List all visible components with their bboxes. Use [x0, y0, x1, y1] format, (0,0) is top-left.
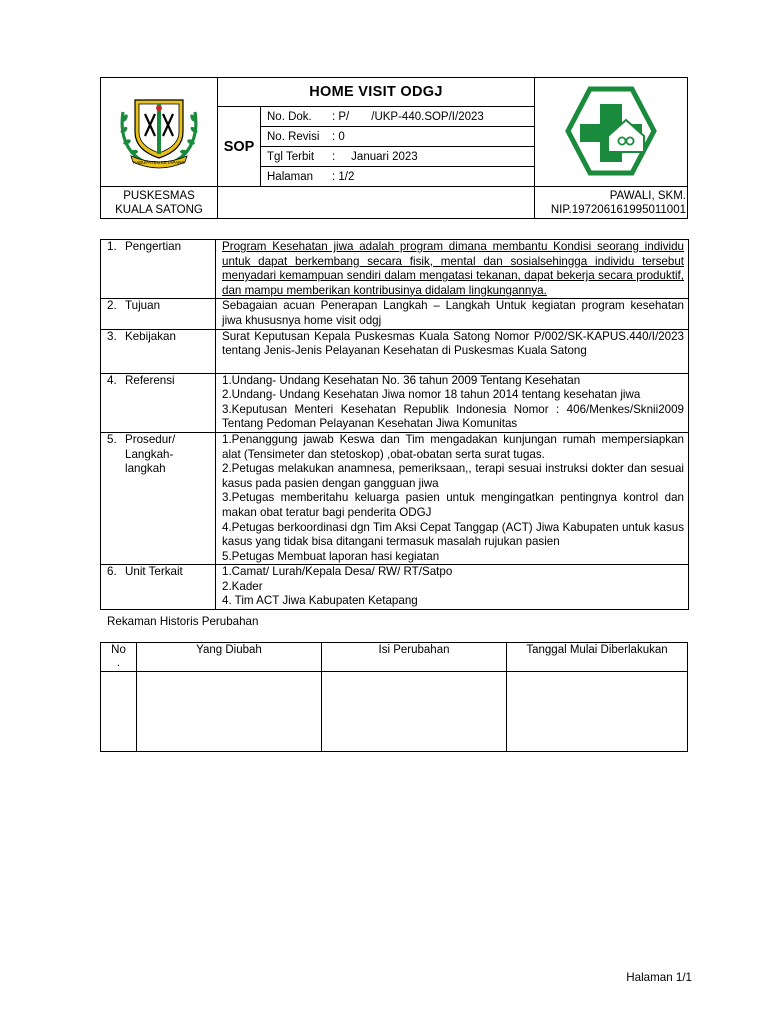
no-dok-value: : P/: [332, 110, 350, 123]
section-row-prosedur: [101, 432, 689, 564]
list-item: 3.Keputusan Menteri Kesehatan Republik Indonesia Nomor : 406/Menkes/Sknii2009 Tentang Pedoman Pelayanan Kesehatan Jiwa Komunitas: [222, 402, 684, 431]
sop-header-table: [100, 77, 688, 219]
list-item: 2.Undang- Undang Kesehatan Jiwa nomor 18 tahun 2014 tentang kesehatan jiwa: [222, 388, 641, 402]
section-label: 6. Unit Terkait: [101, 565, 216, 610]
halaman-value: : 1/2: [332, 170, 355, 183]
section-content: Program Kesehatan jiwa adalah program dimana membantu Kondisi seorang individu untuk dapat berkembang secara fisik, mental dan sosialsehingga individu tersebut menyadari kemampuan sendiri dalam mengatasi tekanan, dapat bekerja secara produktif, dan mampu memberikan kontribusinya didalam lingkungannya.: [216, 240, 689, 299]
section-row-pengertian: [101, 240, 689, 299]
section-content: [216, 565, 689, 610]
tgl-terbit-label: Tgl Terbit: [267, 150, 315, 163]
right-logo-cell: [535, 78, 688, 187]
no-dok-value-suffix: /UKP-440.SOP/I/2023: [371, 110, 484, 123]
org-line-1: PUSKESMAS: [123, 189, 195, 202]
emblem-banner-text: KABUPATEN KETAPANG: [133, 159, 185, 165]
section-row-unit-terkait: [101, 565, 689, 610]
document-title: HOME VISIT ODGJ: [218, 78, 535, 107]
section-row-referensi: [101, 373, 689, 432]
section-content: Surat Keputusan Kepala Puskesmas Kuala Satong Nomor P/002/SK-KAPUS.440/I/2023 tentang Jenis-Jenis Pelayanan Kesehatan di Puskesmas Kuala Satong: [216, 329, 689, 373]
footer-page-number: Halaman 1/1: [626, 971, 692, 984]
sop-body-table: [100, 239, 689, 610]
section-content: [216, 373, 689, 432]
no-revisi-value: : 0: [332, 130, 345, 143]
official-line-2: NIP.197206161995011001: [550, 203, 686, 216]
official-line-1: PAWALI, SKM.: [609, 189, 686, 202]
history-col-isi-perubahan: Isi Perubahan: [322, 643, 507, 672]
empty-middle-cell: [218, 187, 535, 219]
list-item: 4. Tim ACT Jiwa Kabupaten Ketapang: [222, 594, 418, 608]
section-label: 5. Prosedur/ Langkah- langkah: [101, 432, 216, 564]
history-col-tanggal: Tanggal Mulai Diberlakukan: [507, 643, 688, 672]
section-label: 1. Pengertian: [101, 240, 216, 299]
history-empty-row: [101, 672, 688, 752]
puskesmas-logo-icon: [564, 86, 658, 176]
history-cell: [137, 672, 322, 752]
list-item: 2.Petugas melakukan anamnesa, pemeriksaan,, terapi sesuai instruksi dokter dan sesuai kasus pada pasien dengan gangguan jiwa: [222, 462, 684, 490]
section-content: Sebagaian acuan Penerapan Langkah – Langkah Untuk kegiatan program kesehatan jiwa khususnya home visit odgj: [216, 299, 689, 329]
rekaman-title: Rekaman Historis Perubahan: [107, 615, 259, 628]
section-content: [216, 432, 689, 564]
section-row-kebijakan: [101, 329, 689, 373]
sop-label: SOP: [218, 107, 261, 187]
no-dok-label: No. Dok.: [267, 110, 312, 123]
tgl-terbit-value: : Januari 2023: [332, 150, 418, 163]
history-cell: [507, 672, 688, 752]
list-item: 1.Camat/ Lurah/Kepala Desa/ RW/ RT/Satpo: [222, 565, 453, 579]
history-cell: [322, 672, 507, 752]
list-item: 5.Petugas Membuat laporan hasi kegiatan: [222, 549, 440, 563]
halaman-row: [261, 167, 535, 187]
section-row-tujuan: [101, 299, 689, 329]
tgl-terbit-row: [261, 147, 535, 167]
history-col-no: No .: [101, 643, 137, 672]
left-logo-cell: [101, 78, 218, 187]
kabupaten-ketapang-emblem-icon: [113, 88, 205, 174]
no-revisi-row: [261, 127, 535, 147]
history-col-yang-diubah: Yang Diubah: [137, 643, 322, 672]
organization-name: [101, 187, 218, 219]
list-item: 4.Petugas berkoordinasi dgn Tim Aksi Cepat Tanggap (ACT) Jiwa Kabupaten untuk kasus kasus yang tidak bisa ditangani termasuk masalah rujukan pasien: [222, 520, 684, 549]
list-item: 2.Kader: [222, 579, 263, 593]
org-line-2: KUALA SATONG: [115, 203, 203, 216]
list-item: 1.Penanggung jawab Keswa dan Tim mengadakan kunjungan rumah mempersiapkan alat (Tensimeter dan stetoskop) ,obat-obatan serta surat tugas.: [222, 432, 684, 461]
history-cell: [101, 672, 137, 752]
halaman-label: Halaman: [267, 170, 314, 183]
list-item: 3.Petugas memberitahu keluarga pasien untuk mengingatkan pentingnya kontrol dan makan obat teratur bagi penderita ODGJ: [222, 491, 684, 519]
official-name: [535, 187, 688, 219]
section-label: 2. Tujuan: [101, 299, 216, 329]
history-table: [100, 642, 688, 752]
list-item: 1.Undang- Undang Kesehatan No. 36 tahun 2009 Tentang Kesehatan: [222, 373, 581, 387]
section-label: 3. Kebijakan: [101, 329, 216, 373]
no-revisi-label: No. Revisi: [267, 130, 320, 143]
no-dok-row: [261, 107, 535, 127]
section-label: 4. Referensi: [101, 373, 216, 432]
